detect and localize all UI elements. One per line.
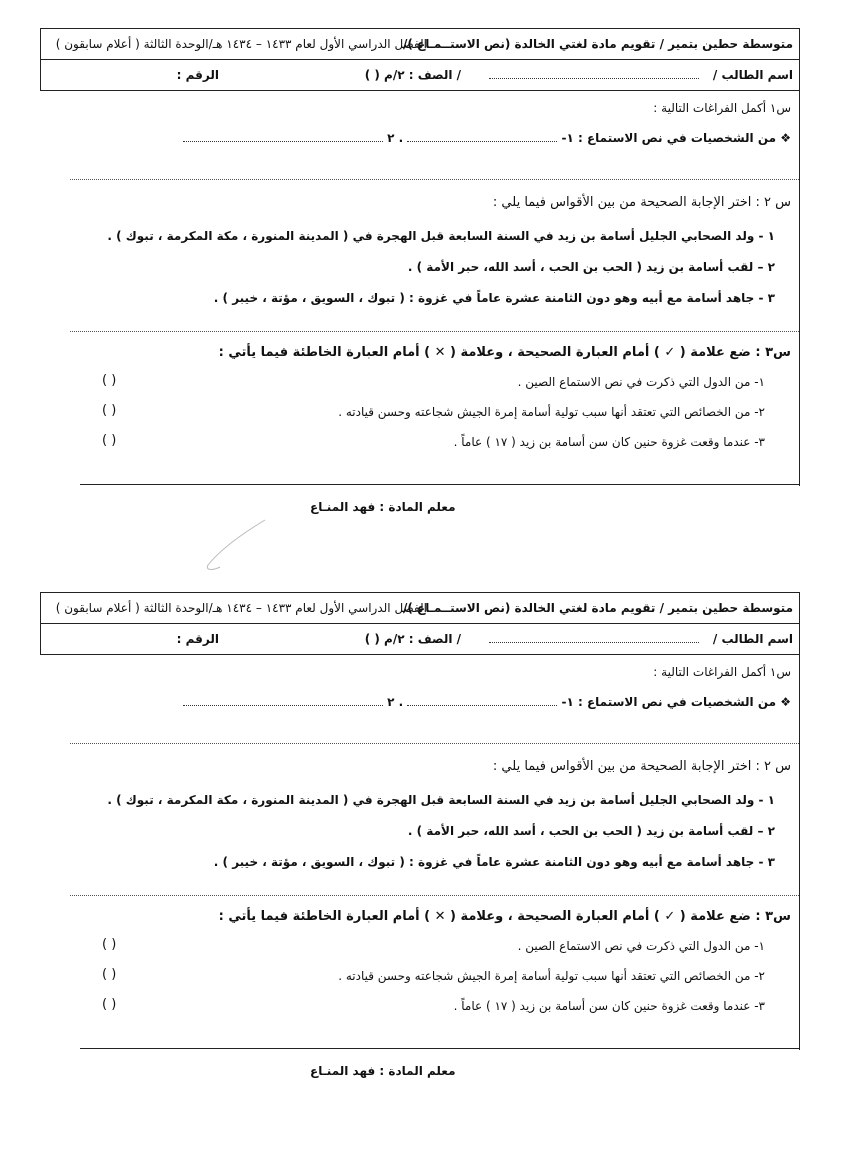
student-info-row [40,623,800,655]
q3-title: س٣ : ضع علامة ( ✓ ) أمام العبارة الصحيحة ، وعلامة ( ✕ ) أمام العبارة الخاطئة فيما يأتي : [218,345,791,360]
q2-item-2: ٢ – لقب أسامة بن زيد ( الحب بن الحب ، أسد الله، حبر الأمة ) . [407,824,775,838]
divider [70,743,799,744]
q1-blank-1[interactable] [407,695,557,706]
divider [70,895,799,896]
divider [70,179,799,180]
q1-title: س١ أكمل الفراغات التالية : [653,101,791,115]
bottom-rule [80,484,799,485]
number-label: الرقم : [176,68,219,82]
q1-blank-2[interactable] [183,131,383,142]
header-box [40,28,800,59]
questions-area [40,91,800,486]
pen-stroke [200,515,270,575]
q1-blank-1[interactable] [407,131,557,142]
q1-line: ❖ من الشخصيات في نص الاستماع : ١- . ٢ [183,131,791,145]
q1-line: ❖ من الشخصيات في نص الاستماع : ١- . ٢ [183,695,791,709]
worksheet-top [40,28,800,514]
student-name-field[interactable] [489,630,699,643]
q2-item-2: ٢ – لقب أسامة بن زيد ( الحب بن الحب ، أسد الله، حبر الأمة ) . [407,260,775,274]
q3-answer-box-2[interactable]: ( ) [102,967,117,982]
worksheet-bottom [40,592,800,1078]
school-title: متوسطة حطين بتمير / تقويم مادة لغتي الخالدة (نص الاستــمـاع )/ [402,601,793,615]
term-info: الفصل الدراسي الأول لعام ١٤٣٣ – ١٤٣٤ هـ/الوحدة الثالثة ( أعلام سابقون ) [55,37,427,51]
q1-blank-2[interactable] [183,695,383,706]
school-title: متوسطة حطين بتمير / تقويم مادة لغتي الخالدة (نص الاستــمـاع )/ [402,37,793,51]
divider [70,331,799,332]
q3-answer-box-1[interactable]: ( ) [102,373,117,388]
teacher-signature: معلم المادة : فهد المنـاع [310,1064,456,1078]
term-info: الفصل الدراسي الأول لعام ١٤٣٣ – ١٤٣٤ هـ/الوحدة الثالثة ( أعلام سابقون ) [55,601,427,615]
student-name-label: اسم الطالب / [712,632,793,646]
number-label: الرقم : [176,632,219,646]
q3-answer-box-1[interactable]: ( ) [102,937,117,952]
q3-answer-box-2[interactable]: ( ) [102,403,117,418]
q3-item-2: ٢- من الخصائص التي تعتقد أنها سبب تولية أسامة إمرة الجيش شجاعته وحسن قيادته . [338,969,765,983]
q3-answer-box-3[interactable]: ( ) [102,997,117,1012]
q2-title: س ٢ : اختر الإجابة الصحيحة من بين الأقواس فيما يلي : [492,195,791,210]
q3-item-2: ٢- من الخصائص التي تعتقد أنها سبب تولية أسامة إمرة الجيش شجاعته وحسن قيادته . [338,405,765,419]
q3-item-3: ٣- عندما وقعت غزوة حنين كان سن أسامة بن زيد ( ١٧ ) عاماً . [453,999,765,1013]
q3-item-1: ١- من الدول التي ذكرت في نص الاستماع الصين . [517,375,765,389]
student-name-label: اسم الطالب / [712,68,793,82]
class-label: / الصف : ٢/م ( ) [364,68,461,82]
q2-item-3: ٣ - جاهد أسامة مع أبيه وهو دون الثامنة عشرة عاماً في غزوة : ( تبوك ، السويق ، مؤتة ، خيبر ) . [213,291,775,305]
q3-item-1: ١- من الدول التي ذكرت في نص الاستماع الصين . [517,939,765,953]
questions-area [40,655,800,1050]
student-name-field[interactable] [489,66,699,79]
q2-item-1: ١ - ولد الصحابي الجليل أسامة بن زيد في السنة السابعة قبل الهجرة في ( المدينة المنورة ، مكة المكرمة ، تبوك ) . [107,793,775,807]
q3-item-3: ٣- عندما وقعت غزوة حنين كان سن أسامة بن زيد ( ١٧ ) عاماً . [453,435,765,449]
q3-title: س٣ : ضع علامة ( ✓ ) أمام العبارة الصحيحة ، وعلامة ( ✕ ) أمام العبارة الخاطئة فيما يأتي : [218,909,791,924]
teacher-signature: معلم المادة : فهد المنـاع [310,500,456,514]
bottom-rule [80,1048,799,1049]
student-info-row [40,59,800,91]
q3-answer-box-3[interactable]: ( ) [102,433,117,448]
header-box [40,592,800,623]
q2-item-3: ٣ - جاهد أسامة مع أبيه وهو دون الثامنة عشرة عاماً في غزوة : ( تبوك ، السويق ، مؤتة ، خيبر ) . [213,855,775,869]
q2-item-1: ١ - ولد الصحابي الجليل أسامة بن زيد في السنة السابعة قبل الهجرة في ( المدينة المنورة ، مكة المكرمة ، تبوك ) . [107,229,775,243]
class-label: / الصف : ٢/م ( ) [364,632,461,646]
q2-title: س ٢ : اختر الإجابة الصحيحة من بين الأقواس فيما يلي : [492,759,791,774]
q1-title: س١ أكمل الفراغات التالية : [653,665,791,679]
